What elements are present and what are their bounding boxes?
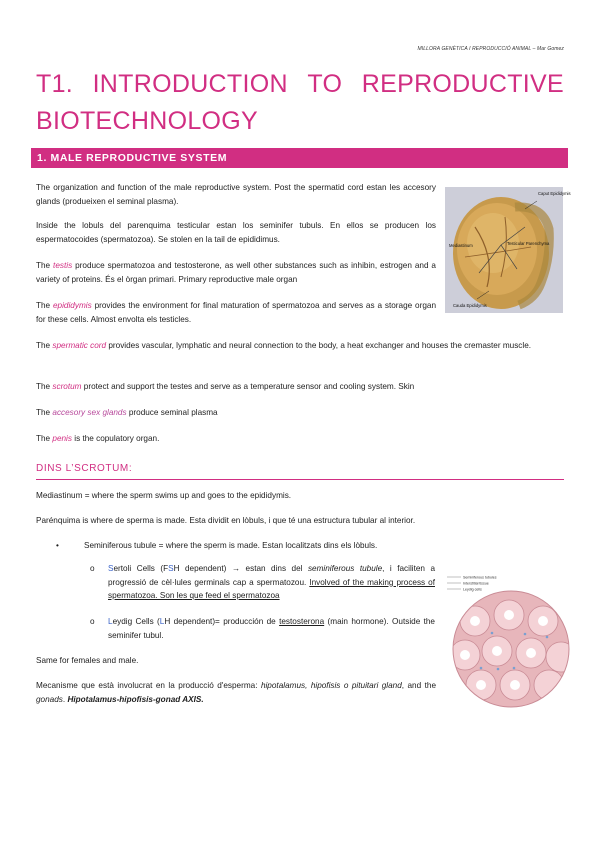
label-mediastinum: Mediastinum bbox=[449, 243, 473, 248]
sublist-item-sertoli: o Sertoli Cells (FSH dependent) → estan dins del seminiferous tubule, i faciliten a progressió de cèl·lules germinals cap a spermatozou. Involved of the making process of spermatozoa. Son les que feed el spermatozoa bbox=[90, 564, 435, 600]
term-epididymis: epididymis bbox=[53, 301, 92, 310]
title-word: TO bbox=[307, 70, 343, 98]
paragraph-organization: The organization and function of the male reproductive system. Post the spermatid cord estan les accesory glands (produeixen el seminal plasma). bbox=[36, 183, 436, 206]
sublist-item-leydig: o Leydig Cells (LH dependent)= producción de testosterona (main hormone). Outside the seminifer tubul. bbox=[90, 617, 435, 640]
title-word: REPRODUCTIVE bbox=[361, 70, 564, 98]
term-sex-glands: accesory sex glands bbox=[52, 408, 127, 417]
label-parenchyma: Testicular Parenchyma bbox=[507, 241, 550, 246]
paragraph-spermatic-cord: The spermatic cord provides vascular, lymphatic and neural connection to the body, a heat exchanger and houses the cremaster muscle. bbox=[36, 341, 532, 350]
paragraph-mediastinum: Mediastinum = where the sperm swims up and goes to the epididymis. bbox=[36, 491, 292, 500]
paragraph-same: Same for females and male. bbox=[36, 656, 139, 665]
page-title bbox=[36, 66, 564, 140]
term-penis: penis bbox=[52, 434, 72, 443]
term-testis: testis bbox=[53, 261, 73, 270]
paragraph-scrotum: The scrotum protect and support the testes and serve as a temperature sensor and cooling system. Skin bbox=[36, 382, 415, 391]
legend-tubules: Seminiferous tubules bbox=[463, 575, 497, 580]
subheading-rule bbox=[36, 479, 564, 480]
legend-leydig: Leydig cells bbox=[463, 587, 482, 592]
section-heading: 1. MALE REPRODUCTIVE SYSTEM bbox=[37, 152, 228, 164]
paragraph-epididymis: The epididymis provides the environment for final maturation of spermatozoa and serves as a storage organ for these cells. Almost envolta els testicles. bbox=[36, 301, 437, 324]
subheading-scrotum: DINS L’SCROTUM: bbox=[36, 463, 133, 474]
label-caput: Caput Epididymis bbox=[538, 191, 571, 196]
tubules-figure bbox=[445, 571, 565, 697]
title-word: INTRODUCTION bbox=[92, 70, 288, 98]
legend-interstitial: Interstitial tissue bbox=[463, 581, 489, 586]
paragraph-parenquima: Parénquima is where de sperma is made. Esta dividit en lòbuls, i que té una estructura tubular al interior. bbox=[36, 516, 416, 525]
paragraph-lobuls: Inside the lobuls del parenquima testicular estan los seminifer tubuls. En ellos se producen los espermatocoides (spermatozoa). Se stolen en la tail de epididimus. bbox=[36, 221, 436, 244]
title-word: T1. bbox=[36, 70, 74, 98]
paragraph-sex-glands: The accesory sex glands produce seminal plasma bbox=[36, 408, 218, 417]
tubules-illustration bbox=[445, 571, 565, 697]
paragraph-penis: The penis is the copulatory organ. bbox=[36, 434, 160, 443]
testis-illustration bbox=[445, 187, 571, 313]
sub-bullet-o: o bbox=[90, 617, 95, 626]
label-cauda: Cauda Epididymis bbox=[453, 303, 487, 308]
paragraph-testis: The testis produce spermatozoa and testosterone, as well other substances such as inhibin, estrogen and a variety of proteins. És el òrgan primari. Primary reproductive male organ bbox=[36, 261, 436, 284]
section-heading-bar bbox=[31, 148, 568, 168]
testis-figure bbox=[445, 187, 571, 313]
running-header: MILLORA GENÈTICA I REPRODUCCIÓ ANIMAL – Mar Gomez bbox=[417, 46, 564, 52]
paragraph-mechanism: Mecanisme que està involucrat en la producció d'esperma: hipotalamus, hipofisis o pituitari gland, and the gonads. Hipotalamus-hipofisis-gonad AXIS. bbox=[36, 681, 436, 704]
sub-bullet-o: o bbox=[90, 564, 95, 573]
title-line-2: BIOTECHNOLOGY bbox=[36, 107, 258, 135]
bullet-item: • Seminiferous tubule = where the sperm is made. Estan localitzats dins els lòbuls. bbox=[60, 539, 540, 553]
term-scrotum: scrotum bbox=[52, 382, 82, 391]
bullet-dot: • bbox=[56, 541, 59, 550]
term-spermatic-cord: spermatic cord bbox=[52, 341, 107, 350]
